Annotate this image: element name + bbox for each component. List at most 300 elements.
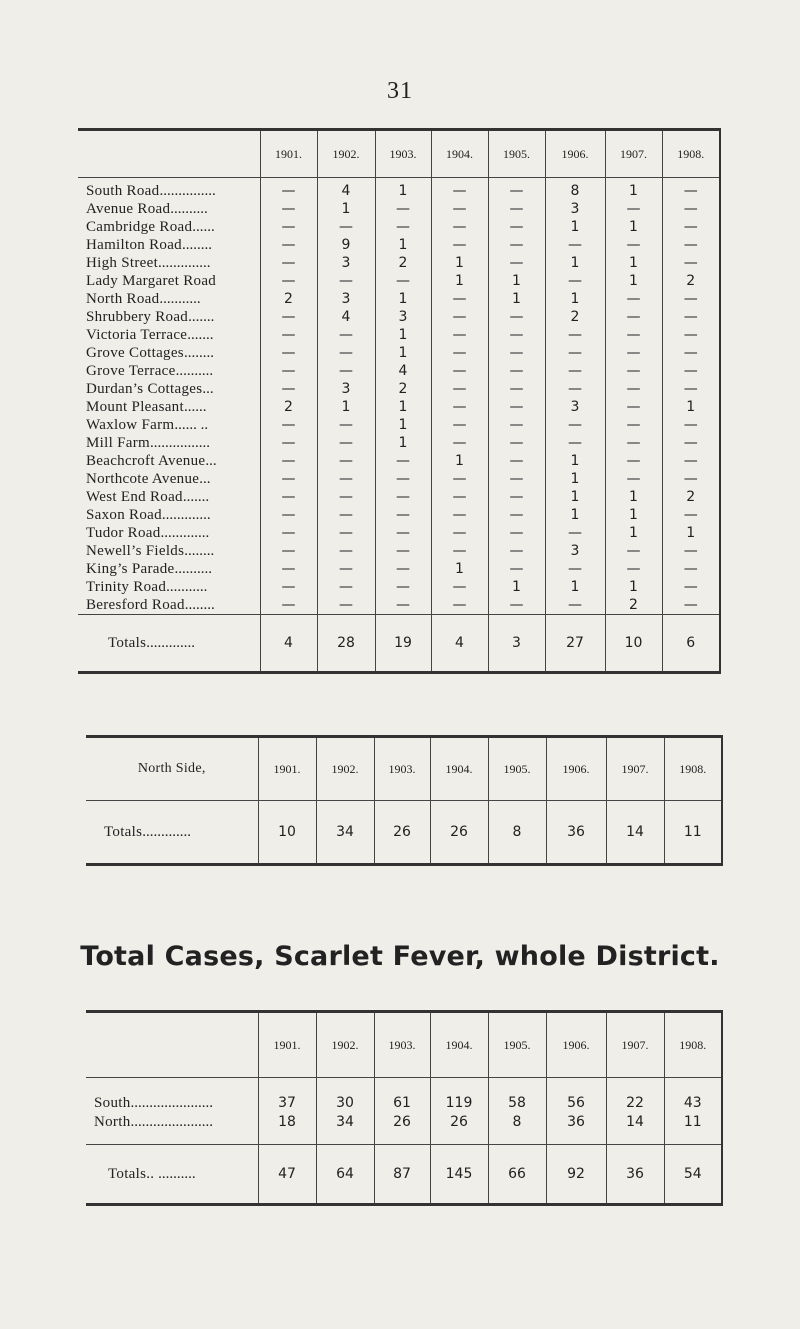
case-count-cell: —	[260, 506, 317, 524]
case-count-cell: —	[431, 200, 488, 218]
year-header: 1908.	[664, 1012, 722, 1078]
case-count-cell: —	[488, 470, 545, 488]
case-count-cell: —	[545, 434, 605, 452]
case-count-cell: —	[545, 362, 605, 380]
case-count-cell: —	[488, 380, 545, 398]
case-count-cell: —	[662, 344, 720, 362]
case-count-cell: 1	[605, 178, 662, 201]
case-count-cell: —	[260, 434, 317, 452]
table-row	[78, 200, 720, 218]
table-row	[78, 272, 720, 290]
case-count-cell: 1	[431, 452, 488, 470]
case-count-cell: —	[488, 560, 545, 578]
table-row	[78, 380, 720, 398]
case-count-cell: —	[488, 398, 545, 416]
case-count-cell: —	[605, 560, 662, 578]
case-count-cell: —	[488, 326, 545, 344]
case-count-cell: —	[317, 362, 375, 380]
case-count-cell: —	[662, 560, 720, 578]
total-cell: 26	[374, 801, 430, 865]
case-count-cell: 26	[374, 1113, 430, 1145]
case-count-cell: 2	[375, 254, 431, 272]
case-count-cell: —	[431, 434, 488, 452]
case-count-cell: —	[662, 380, 720, 398]
case-count-cell: —	[317, 344, 375, 362]
year-header: 1904.	[430, 737, 488, 801]
case-count-cell: 2	[605, 596, 662, 615]
case-count-cell: —	[545, 380, 605, 398]
case-count-cell: —	[488, 524, 545, 542]
year-header: 1903.	[375, 130, 431, 178]
case-count-cell: 1	[488, 578, 545, 596]
case-count-cell: —	[260, 362, 317, 380]
total-cell: 64	[316, 1145, 374, 1205]
case-count-cell: —	[431, 488, 488, 506]
total-cell: 26	[430, 801, 488, 865]
case-count-cell: —	[662, 308, 720, 326]
case-count-cell: —	[545, 416, 605, 434]
north-side-table	[86, 735, 723, 866]
row-label: Shrubbery Road.......	[86, 309, 215, 325]
case-count-cell: 26	[430, 1113, 488, 1145]
case-count-cell: —	[662, 236, 720, 254]
header-row	[86, 1012, 722, 1078]
row-label: Tudor Road.............	[86, 525, 210, 541]
case-count-cell: 3	[317, 380, 375, 398]
case-count-cell: —	[317, 452, 375, 470]
case-count-cell: 8	[488, 1113, 546, 1145]
case-count-cell: —	[317, 488, 375, 506]
case-count-cell: —	[545, 560, 605, 578]
case-count-cell: —	[662, 470, 720, 488]
case-count-cell: —	[431, 506, 488, 524]
case-count-cell: 1	[662, 398, 720, 416]
case-count-cell: 4	[375, 362, 431, 380]
case-count-cell: —	[260, 596, 317, 615]
case-count-cell: 1	[605, 218, 662, 236]
case-count-cell: —	[260, 560, 317, 578]
total-cell: 6	[662, 615, 720, 673]
case-count-cell: —	[488, 254, 545, 272]
north-side-label: North Side,	[86, 737, 258, 801]
totals-row	[78, 615, 720, 673]
case-count-cell: —	[431, 398, 488, 416]
total-cell: 4	[260, 615, 317, 673]
row-label: Newell’s Fields........	[86, 543, 215, 559]
case-count-cell: —	[260, 236, 317, 254]
case-count-cell: 119	[430, 1078, 488, 1114]
case-count-cell: —	[431, 416, 488, 434]
case-count-cell: —	[375, 542, 431, 560]
case-count-cell: 3	[317, 290, 375, 308]
case-count-cell: —	[662, 178, 720, 201]
case-count-cell: 1	[545, 488, 605, 506]
case-count-cell: 14	[606, 1113, 664, 1145]
case-count-cell: —	[605, 362, 662, 380]
table-row	[78, 578, 720, 596]
table-row	[78, 542, 720, 560]
case-count-cell: —	[260, 452, 317, 470]
year-header: 1901.	[260, 130, 317, 178]
year-header: 1904.	[431, 130, 488, 178]
case-count-cell: 22	[606, 1078, 664, 1114]
table-row	[78, 236, 720, 254]
row-label: Northcote Avenue...	[86, 471, 211, 487]
case-count-cell: 3	[545, 200, 605, 218]
case-count-cell: —	[317, 596, 375, 615]
row-label: North Road...........	[86, 291, 201, 307]
case-count-cell: —	[662, 506, 720, 524]
total-cell: 4	[431, 615, 488, 673]
case-count-cell: 1	[662, 524, 720, 542]
case-count-cell: 1	[375, 326, 431, 344]
case-count-cell: —	[545, 326, 605, 344]
year-header: 1905.	[488, 130, 545, 178]
case-count-cell: —	[431, 362, 488, 380]
table-row	[78, 434, 720, 452]
case-count-cell: —	[260, 488, 317, 506]
case-count-cell: —	[260, 200, 317, 218]
row-label: High Street..............	[86, 255, 211, 271]
table-row	[78, 452, 720, 470]
table-row	[78, 290, 720, 308]
case-count-cell: —	[431, 344, 488, 362]
year-header: 1904.	[430, 1012, 488, 1078]
case-count-cell: —	[605, 470, 662, 488]
table-row	[78, 560, 720, 578]
case-count-cell: —	[260, 308, 317, 326]
case-count-cell: 61	[374, 1078, 430, 1114]
year-header: 1901.	[258, 1012, 316, 1078]
case-count-cell: 1	[605, 578, 662, 596]
south-roads-body	[78, 178, 720, 615]
total-cell: 92	[546, 1145, 606, 1205]
case-count-cell: 43	[664, 1078, 722, 1114]
row-label: West End Road.......	[86, 489, 210, 505]
case-count-cell: 1	[431, 272, 488, 290]
case-count-cell: 30	[316, 1078, 374, 1114]
row-label: King’s Parade..........	[86, 561, 212, 577]
case-count-cell: —	[431, 290, 488, 308]
case-count-cell: —	[431, 524, 488, 542]
case-count-cell: —	[488, 178, 545, 201]
header-blank	[78, 130, 260, 178]
row-label: Mount Pleasant......	[86, 399, 207, 415]
case-count-cell: —	[431, 596, 488, 615]
case-count-cell: —	[431, 578, 488, 596]
case-count-cell: —	[605, 344, 662, 362]
total-cell: 8	[488, 801, 546, 865]
whole-district-table	[86, 1010, 723, 1206]
case-count-cell: —	[545, 344, 605, 362]
case-count-cell: 1	[375, 290, 431, 308]
totals-label: Totals.............	[78, 615, 260, 673]
row-label: Waxlow Farm...... ..	[86, 417, 209, 433]
case-count-cell: 3	[545, 542, 605, 560]
case-count-cell: —	[317, 560, 375, 578]
table-row	[78, 596, 720, 615]
case-count-cell: —	[260, 380, 317, 398]
case-count-cell: 4	[317, 308, 375, 326]
table-row	[78, 254, 720, 272]
case-count-cell: 1	[375, 344, 431, 362]
case-count-cell: —	[375, 218, 431, 236]
case-count-cell: 56	[546, 1078, 606, 1114]
case-count-cell: —	[260, 578, 317, 596]
year-header: 1901.	[258, 737, 316, 801]
case-count-cell: —	[375, 560, 431, 578]
case-count-cell: 1	[605, 488, 662, 506]
case-count-cell: —	[375, 506, 431, 524]
row-label: Lady Margaret Road	[86, 273, 217, 289]
header-row	[86, 737, 722, 801]
year-header: 1906.	[546, 737, 606, 801]
total-cell: 36	[546, 801, 606, 865]
row-label: Victoria Terrace.......	[86, 327, 214, 343]
case-count-cell: 1	[545, 452, 605, 470]
case-count-cell: —	[375, 452, 431, 470]
row-label: Saxon Road.............	[86, 507, 211, 523]
total-cell: 66	[488, 1145, 546, 1205]
row-label: Beresford Road........	[86, 597, 215, 613]
table-row	[78, 398, 720, 416]
case-count-cell: —	[662, 200, 720, 218]
case-count-cell: 2	[375, 380, 431, 398]
case-count-cell: 2	[260, 290, 317, 308]
total-cell: 34	[316, 801, 374, 865]
case-count-cell: —	[260, 326, 317, 344]
case-count-cell: —	[260, 344, 317, 362]
case-count-cell: —	[545, 596, 605, 615]
totals-label: Totals.............	[104, 823, 191, 840]
case-count-cell: —	[605, 416, 662, 434]
case-count-cell: —	[375, 578, 431, 596]
case-count-cell: —	[317, 434, 375, 452]
case-count-cell: —	[375, 524, 431, 542]
case-count-cell: —	[375, 488, 431, 506]
total-cell: 19	[375, 615, 431, 673]
case-count-cell: —	[545, 272, 605, 290]
case-count-cell: 8	[545, 178, 605, 201]
case-count-cell: —	[260, 218, 317, 236]
case-count-cell: —	[488, 218, 545, 236]
case-count-cell: —	[488, 434, 545, 452]
total-cell: 28	[317, 615, 375, 673]
year-header: 1907.	[606, 737, 664, 801]
case-count-cell: 1	[605, 506, 662, 524]
total-cell: 14	[606, 801, 664, 865]
case-count-cell: 1	[488, 290, 545, 308]
year-header: 1908.	[664, 737, 722, 801]
year-header: 1902.	[317, 130, 375, 178]
total-cell: 47	[258, 1145, 316, 1205]
table-row	[78, 362, 720, 380]
case-count-cell: —	[545, 236, 605, 254]
case-count-cell: —	[431, 178, 488, 201]
case-count-cell: —	[605, 200, 662, 218]
table-row	[86, 1113, 722, 1145]
year-header: 1902.	[316, 1012, 374, 1078]
case-count-cell: 1	[317, 200, 375, 218]
case-count-cell: 1	[605, 254, 662, 272]
case-count-cell: 3	[375, 308, 431, 326]
year-header: 1905.	[488, 737, 546, 801]
case-count-cell: 37	[258, 1078, 316, 1114]
table-row	[78, 178, 720, 201]
section-heading: Total Cases, Scarlet Fever, whole District.	[80, 941, 720, 972]
year-header: 1902.	[316, 737, 374, 801]
case-count-cell: —	[488, 452, 545, 470]
case-count-cell: 1	[431, 254, 488, 272]
table-row	[78, 218, 720, 236]
case-count-cell: —	[488, 506, 545, 524]
case-count-cell: 1	[488, 272, 545, 290]
case-count-cell: —	[605, 398, 662, 416]
case-count-cell: —	[545, 524, 605, 542]
case-count-cell: —	[662, 596, 720, 615]
total-cell: 11	[664, 801, 722, 865]
case-count-cell: —	[317, 578, 375, 596]
year-header: 1905.	[488, 1012, 546, 1078]
case-count-cell: —	[431, 218, 488, 236]
case-count-cell: —	[662, 326, 720, 344]
row-label: Mill Farm................	[86, 435, 210, 451]
case-count-cell: —	[375, 200, 431, 218]
row-label: North......................	[94, 1114, 213, 1130]
case-count-cell: 1	[545, 470, 605, 488]
case-count-cell: 1	[375, 434, 431, 452]
case-count-cell: —	[317, 470, 375, 488]
case-count-cell: —	[662, 434, 720, 452]
case-count-cell: —	[317, 218, 375, 236]
case-count-cell: 2	[662, 488, 720, 506]
row-label: Cambridge Road......	[86, 219, 215, 235]
case-count-cell: 2	[662, 272, 720, 290]
case-count-cell: —	[488, 200, 545, 218]
case-count-cell: —	[317, 506, 375, 524]
case-count-cell: —	[260, 178, 317, 201]
case-count-cell: —	[605, 434, 662, 452]
case-count-cell: —	[662, 362, 720, 380]
case-count-cell: 11	[664, 1113, 722, 1145]
case-count-cell: —	[488, 488, 545, 506]
case-count-cell: 1	[545, 254, 605, 272]
case-count-cell: —	[662, 452, 720, 470]
table-row	[78, 344, 720, 362]
case-count-cell: —	[488, 236, 545, 254]
total-cell: 54	[664, 1145, 722, 1205]
case-count-cell: 1	[431, 560, 488, 578]
case-count-cell: —	[662, 416, 720, 434]
case-count-cell: —	[605, 380, 662, 398]
case-count-cell: —	[375, 272, 431, 290]
total-cell: 3	[488, 615, 545, 673]
total-cell: 145	[430, 1145, 488, 1205]
table-row	[78, 488, 720, 506]
year-header: 1907.	[606, 1012, 664, 1078]
table-row	[78, 524, 720, 542]
case-count-cell: —	[662, 290, 720, 308]
case-count-cell: 1	[375, 178, 431, 201]
case-count-cell: —	[662, 218, 720, 236]
case-count-cell: —	[488, 542, 545, 560]
case-count-cell: 1	[605, 524, 662, 542]
case-count-cell: 1	[545, 578, 605, 596]
whole-district-body	[86, 1078, 722, 1145]
case-count-cell: —	[488, 362, 545, 380]
case-count-cell: —	[375, 470, 431, 488]
case-count-cell: 1	[545, 218, 605, 236]
table-row	[86, 1078, 722, 1114]
row-label: Avenue Road..........	[86, 201, 208, 217]
case-count-cell: —	[317, 272, 375, 290]
case-count-cell: —	[488, 416, 545, 434]
table-row	[78, 470, 720, 488]
case-count-cell: —	[605, 542, 662, 560]
case-count-cell: 58	[488, 1078, 546, 1114]
case-count-cell: —	[260, 272, 317, 290]
case-count-cell: —	[317, 416, 375, 434]
case-count-cell: 1	[375, 236, 431, 254]
case-count-cell: —	[431, 236, 488, 254]
case-count-cell: —	[662, 578, 720, 596]
case-count-cell: 1	[317, 398, 375, 416]
case-count-cell: —	[317, 326, 375, 344]
case-count-cell: —	[605, 236, 662, 254]
row-label: Beachcroft Avenue...	[86, 453, 217, 469]
row-label: Grove Terrace..........	[86, 363, 214, 379]
case-count-cell: 18	[258, 1113, 316, 1145]
case-count-cell: 36	[546, 1113, 606, 1145]
case-count-cell: —	[431, 470, 488, 488]
case-count-cell: —	[317, 542, 375, 560]
case-count-cell: —	[260, 416, 317, 434]
case-count-cell: —	[375, 596, 431, 615]
year-header: 1903.	[374, 737, 430, 801]
case-count-cell: 3	[545, 398, 605, 416]
case-count-cell: 2	[260, 398, 317, 416]
case-count-cell: —	[605, 290, 662, 308]
row-label: Durdan’s Cottages...	[86, 381, 214, 397]
case-count-cell: —	[662, 542, 720, 560]
case-count-cell: 1	[545, 290, 605, 308]
case-count-cell: —	[605, 326, 662, 344]
total-cell: 10	[258, 801, 316, 865]
totals-label: Totals.. ..........	[86, 1145, 258, 1205]
case-count-cell: 2	[545, 308, 605, 326]
case-count-cell: —	[605, 452, 662, 470]
year-header: 1907.	[605, 130, 662, 178]
year-header: 1903.	[374, 1012, 430, 1078]
case-count-cell: —	[317, 524, 375, 542]
year-header: 1906.	[545, 130, 605, 178]
header-blank	[86, 1012, 258, 1078]
case-count-cell: 1	[375, 416, 431, 434]
totals-row	[86, 1145, 722, 1205]
south-roads-table	[78, 128, 721, 674]
case-count-cell: —	[488, 344, 545, 362]
case-count-cell: 34	[316, 1113, 374, 1145]
row-label: South......................	[94, 1095, 214, 1111]
total-cell: 36	[606, 1145, 664, 1205]
table-row	[78, 416, 720, 434]
case-count-cell: —	[662, 254, 720, 272]
case-count-cell: 1	[375, 398, 431, 416]
case-count-cell: —	[431, 308, 488, 326]
case-count-cell: 1	[605, 272, 662, 290]
case-count-cell: 1	[545, 506, 605, 524]
table-row	[78, 326, 720, 344]
